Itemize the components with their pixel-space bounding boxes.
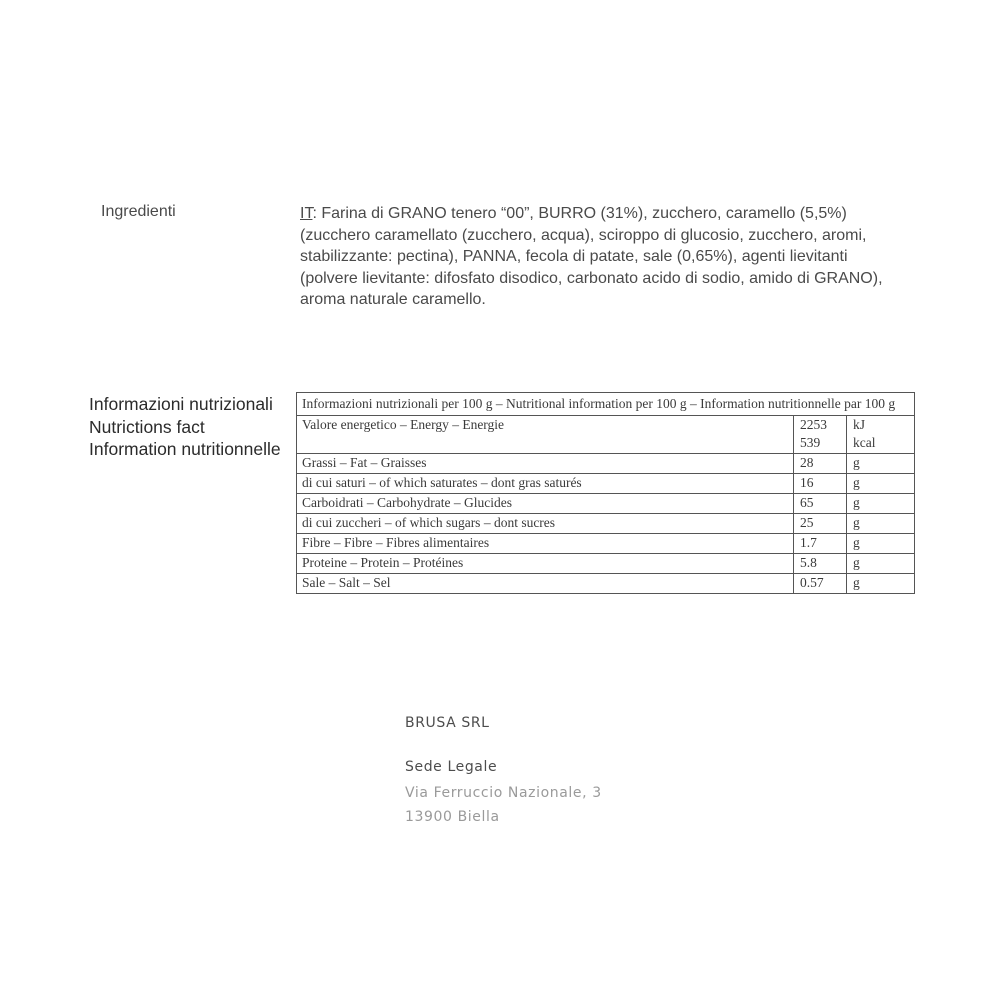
nutrient-value: 5.8 xyxy=(794,554,847,574)
table-row xyxy=(297,454,915,474)
table-row xyxy=(297,474,915,494)
nutrition-section-label xyxy=(89,393,299,461)
nutrition-table xyxy=(296,392,915,594)
nutrient-value: 28 xyxy=(794,454,847,474)
sede-legale-label: Sede Legale xyxy=(405,759,498,775)
table-row xyxy=(297,534,915,554)
energy-values xyxy=(794,416,847,454)
nutrient-value: 25 xyxy=(794,514,847,534)
nutrient-value: 0.57 xyxy=(794,574,847,594)
language-tag: IT xyxy=(300,205,313,222)
company-block xyxy=(405,715,602,829)
table-header: Informazioni nutrizionali per 100 g – Nutritional information per 100 g – Information nutritionnelle par 100 g xyxy=(297,393,915,416)
table-row xyxy=(297,554,915,574)
nutrient-unit: g xyxy=(847,554,915,574)
nutrient-unit: g xyxy=(847,534,915,554)
nutrient-label: di cui saturi – of which saturates – dont gras saturés xyxy=(297,474,794,494)
nutrient-label: Fibre – Fibre – Fibres alimentaires xyxy=(297,534,794,554)
company-name: BRUSA SRL xyxy=(405,715,490,731)
energy-kj-value: 2253 xyxy=(800,417,827,432)
table-row xyxy=(297,574,915,594)
nutrient-unit: g xyxy=(847,454,915,474)
table-header-row xyxy=(297,393,915,416)
nutrient-value: 65 xyxy=(794,494,847,514)
nutrient-label: Sale – Salt – Sel xyxy=(297,574,794,594)
nutrition-label-it: Informazioni nutrizionali xyxy=(89,394,273,414)
ingredients-list: : Farina di GRANO tenero “00”, BURRO (31%), zucchero, caramello (5,5%) (zucchero caramellato (zucchero, acqua), sciroppo di glucosio, zucchero, aromi, stabilizzante: pectina), PANNA, fecola di patate, sale (0,65%), agenti lievitanti (polvere lievitante: difosfato disodico, carbonato acido di sodio, amido di GRANO), aroma naturale caramello. xyxy=(300,205,883,308)
nutrient-label: Grassi – Fat – Graisses xyxy=(297,454,794,474)
nutrient-label: di cui zuccheri – of which sugars – dont sucres xyxy=(297,514,794,534)
energy-units xyxy=(847,416,915,454)
energy-kj-unit: kJ xyxy=(853,417,866,432)
ingredients-text xyxy=(300,203,905,311)
table-row xyxy=(297,514,915,534)
nutrient-unit: g xyxy=(847,514,915,534)
nutrition-label-en: Nutrictions fact xyxy=(89,416,205,437)
address-city: 13900 Biella xyxy=(405,809,500,825)
energy-label: Valore energetico – Energy – Energie xyxy=(297,416,794,454)
nutrient-unit: g xyxy=(847,494,915,514)
nutrient-value: 1.7 xyxy=(794,534,847,554)
nutrient-label: Carboidrati – Carbohydrate – Glucides xyxy=(297,494,794,514)
ingredients-label: Ingredienti xyxy=(101,203,176,220)
nutrient-unit: g xyxy=(847,474,915,494)
address-street: Via Ferruccio Nazionale, 3 xyxy=(405,785,602,801)
nutrient-label: Proteine – Protein – Protéines xyxy=(297,554,794,574)
company-address xyxy=(405,781,602,829)
energy-kcal-value: 539 xyxy=(800,435,821,450)
table-row-energy xyxy=(297,416,915,454)
nutrient-value: 16 xyxy=(794,474,847,494)
energy-kcal-unit: kcal xyxy=(853,435,876,450)
nutrition-label-fr: Information nutritionnelle xyxy=(89,439,281,459)
table-row xyxy=(297,494,915,514)
nutrient-unit: g xyxy=(847,574,915,594)
